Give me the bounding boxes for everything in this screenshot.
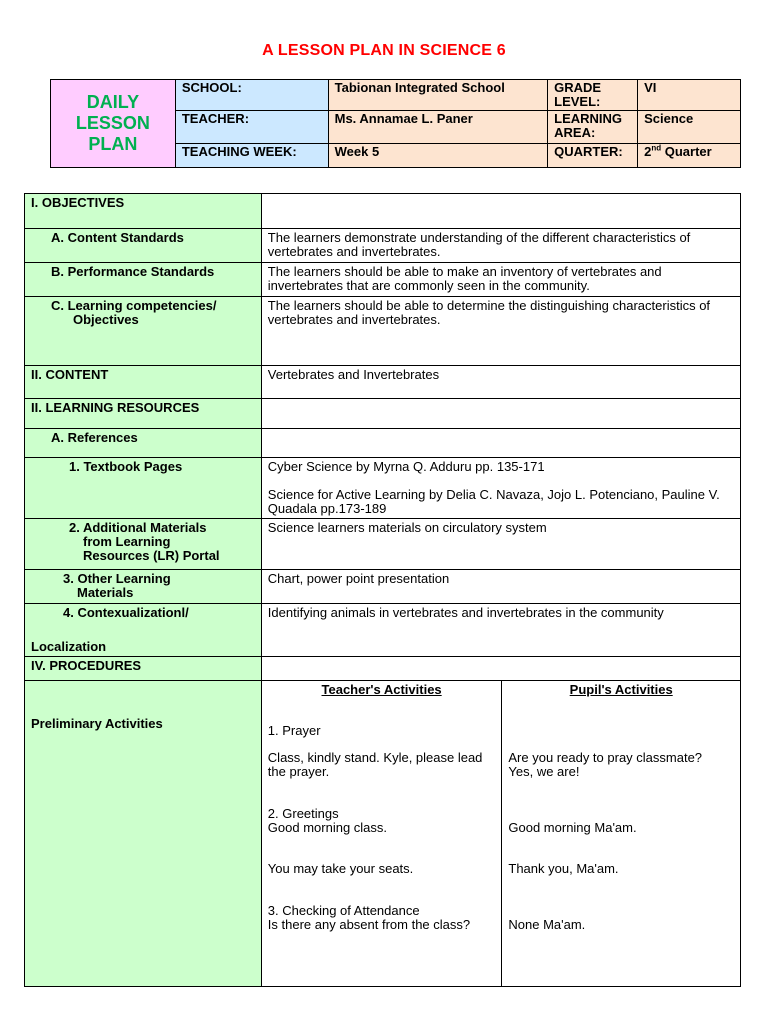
content-standards-label: A. Content Standards [25,229,262,263]
grade-value: VI [638,80,741,111]
lesson-plan-table [24,193,741,987]
quarter-value: 2nd Quarter [638,144,741,168]
competencies-text: The learners should be able to determine the distinguishing characteristics of vertebrates and invertebrates. [261,297,740,366]
area-value: Science [638,111,741,144]
pupil-activities-heading: Pupil's Activities [569,682,673,697]
additional-materials-label: 2. Additional Materials from Learning Resources (LR) Portal [25,519,262,570]
pupil-activities-column: Pupil's Activities Are you ready to pray classmate? Yes, we are! Good morning Ma'am. Thank you, Ma'am. None Ma'am. [502,681,741,987]
competencies-label: C. Learning competencies/ Objectives [25,297,262,366]
area-label: LEARNING AREA: [548,111,638,144]
teacher-activities-heading: Teacher's Activities [321,682,442,697]
quarter-label: QUARTER: [548,144,638,168]
other-materials-label: 3. Other Learning Materials [25,570,262,604]
document-title: A LESSON PLAN IN SCIENCE 6 [262,42,506,59]
school-value: Tabionan Integrated School [328,80,548,111]
references-label: A. References [25,429,262,458]
content-text: Vertebrates and Invertebrates [261,366,740,399]
daily-lesson-plan-badge: DAILY LESSON PLAN [51,80,176,168]
textbook-pages-text: Cyber Science by Myrna Q. Adduru pp. 135-171 Science for Active Learning by Delia C. Navaza, Jojo L. Potenciano, Pauline V. Quadala pp.173-189 [261,458,740,519]
grade-label: GRADE LEVEL: [548,80,638,111]
objectives-heading: I. OBJECTIVES [25,194,262,229]
contextualization-label: 4. Contexualizationl/ Localization [25,604,262,657]
performance-standards-text: The learners should be able to make an inventory of vertebrates and invertebrates that are commonly seen in the community. [261,263,740,297]
procedures-heading: IV. PROCEDURES [25,657,262,681]
additional-materials-text: Science learners materials on circulatory system [261,519,740,570]
week-label: TEACHING WEEK: [175,144,328,168]
teacher-label: TEACHER: [175,111,328,144]
school-label: SCHOOL: [175,80,328,111]
other-materials-text: Chart, power point presentation [261,570,740,604]
teacher-value: Ms. Annamae L. Paner [328,111,548,144]
teacher-activities-column: Teacher's Activities 1. Prayer Class, kindly stand. Kyle, please lead the prayer. 2. Greetings Good morning class. You may take your seats. 3. Checking of Attendance Is there any absent from the class? [261,681,502,987]
content-heading: II. CONTENT [25,366,262,399]
header-table [50,79,741,168]
week-value: Week 5 [328,144,548,168]
content-standards-text: The learners demonstrate understanding of the different characteristics of vertebrates and invertebrates. [261,229,740,263]
learning-resources-heading: II. LEARNING RESOURCES [25,399,262,429]
contextualization-text: Identifying animals in vertebrates and invertebrates in the community [261,604,740,657]
preliminary-activities-label: Preliminary Activities [25,681,262,987]
performance-standards-label: B. Performance Standards [25,263,262,297]
textbook-pages-label: 1. Textbook Pages [25,458,262,519]
